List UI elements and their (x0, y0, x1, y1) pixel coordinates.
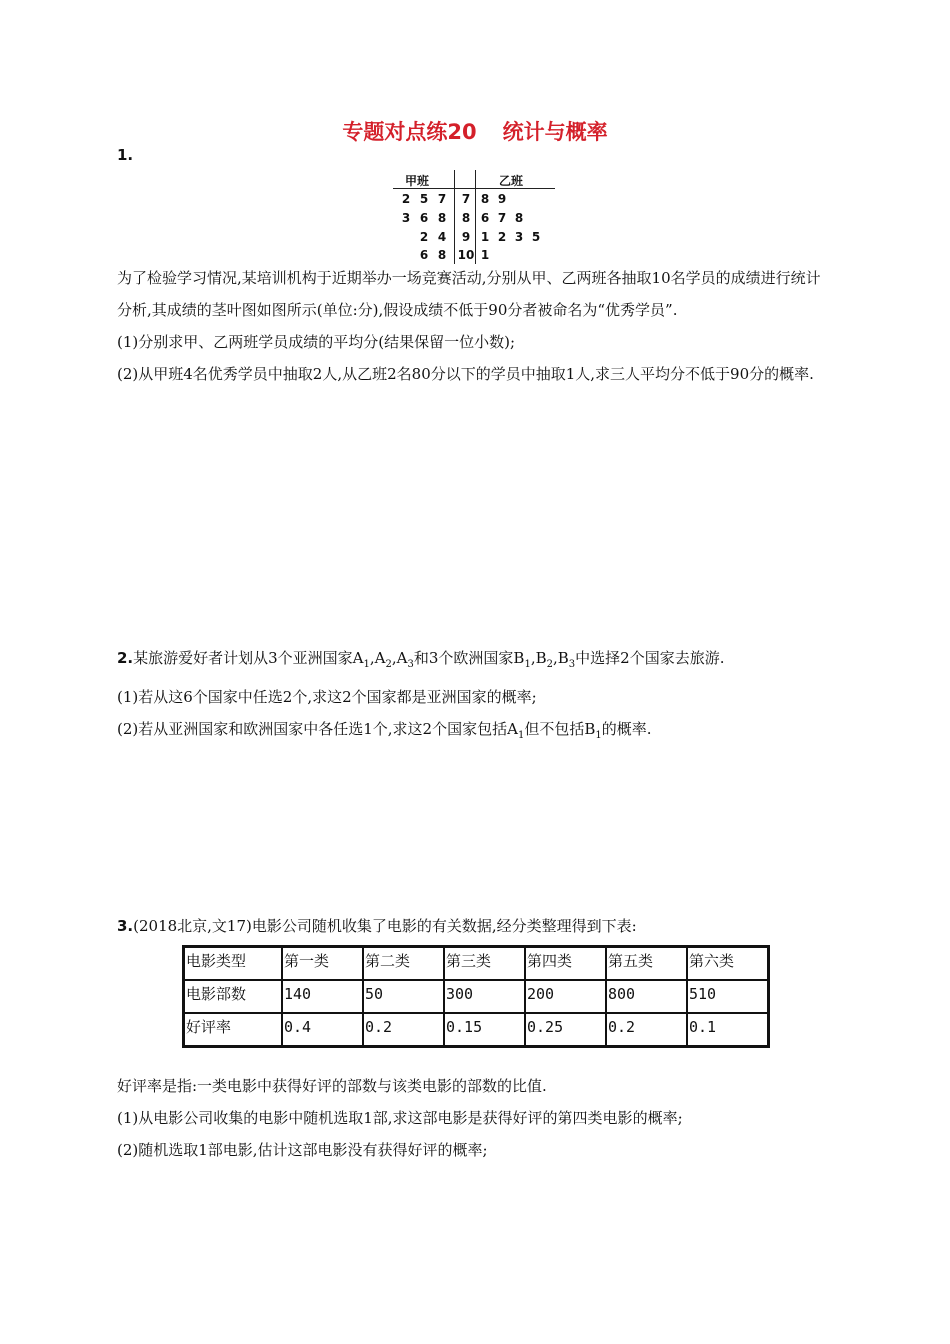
table-header-cell: 第四类 (525, 947, 606, 981)
stem-leaf-right-divider (475, 170, 476, 264)
question-1-part-1: (1)分别求甲、乙两班学员成绩的平均分(结果保留一位小数); (117, 333, 516, 351)
leaf-right: 3 (514, 230, 524, 244)
question-3-intro-line (117, 910, 833, 942)
question-1-part-2: (2)从甲班4名优秀学员中抽取2人,从乙班2名80分以下的学员中抽取1人,求三人平均分不低于90分的概率. (117, 365, 814, 383)
q2-intro-a: 某旅游爱好者计划从3个亚洲国家A (133, 649, 364, 667)
table-row (184, 1013, 769, 1047)
leaf-left: 8 (437, 248, 447, 262)
table-cell: 200 (525, 980, 606, 1013)
stem-value: 10 (457, 248, 475, 262)
question-2-part-2: (2)若从亚洲国家和欧洲国家中各任选1个,求这2个国家包括$A_1$但不包括$B_1$的概率. (117, 720, 652, 741)
leaf-left: 4 (437, 230, 447, 244)
question-1-intro: 为了检验学习情况,某培训机构于近期举办一场竞赛活动,分别从甲、乙两班各抽取10名学员的成绩进行统计分析,其成绩的茎叶图如图所示(单位:分),假设成绩不低于90分者被命名为“优秀学员”. (117, 269, 821, 319)
leaf-right: 7 (497, 211, 507, 225)
table-cell: 0.2 (363, 1013, 444, 1047)
q2-part2-a: (2)若从亚洲国家和欧洲国家中各任选1个,求这2个国家包括A (117, 720, 518, 738)
table-header-row (184, 947, 769, 981)
stem-value: 8 (461, 211, 471, 225)
leaf-right: 6 (480, 211, 490, 225)
title-main: 专题对点练20 (342, 120, 477, 144)
question-2-number: 2. (117, 649, 134, 667)
stem-leaf-plot (393, 170, 555, 264)
table-cell: 好评率 (184, 1013, 283, 1047)
table-cell: 0.1 (687, 1013, 769, 1047)
leaf-left: 8 (437, 211, 447, 225)
question-2-intro: 2.某旅游爱好者计划从3个亚洲国家$A_1,A_2,A_3$和3个欧洲国家$B_1,B_2,B_3$中选择2个国家去旅游. (117, 649, 725, 670)
table-cell: 0.15 (444, 1013, 525, 1047)
leaf-right: 5 (531, 230, 541, 244)
stem-value: 9 (461, 230, 471, 244)
leaf-right: 8 (480, 192, 490, 206)
leaf-right: 8 (514, 211, 524, 225)
table-header-cell: 电影类型 (184, 947, 283, 981)
q2-intro-b: 和3个欧洲国家B (413, 649, 525, 667)
table-cell: 50 (363, 980, 444, 1013)
table-header-cell: 第一类 (282, 947, 363, 981)
leaf-left: 6 (419, 211, 429, 225)
leaf-left: 3 (401, 211, 411, 225)
question-3-note: 好评率是指:一类电影中获得好评的部数与该类电影的部数的比值. (117, 1077, 547, 1095)
leaf-right: 1 (480, 248, 490, 262)
table-header-cell: 第二类 (363, 947, 444, 981)
title-sub: 统计与概率 (502, 120, 608, 144)
table-cell: 300 (444, 980, 525, 1013)
question-3-intro: (2018北京,文17)电影公司随机收集了电影的有关数据,经分类整理得到下表: (133, 917, 637, 935)
question-3-number: 3. (117, 917, 134, 935)
table-cell: 800 (606, 980, 687, 1013)
table-cell: 电影部数 (184, 980, 283, 1013)
table-cell: 140 (282, 980, 363, 1013)
stem-leaf-right-header: 乙班 (499, 174, 524, 188)
table-row (184, 980, 769, 1013)
stem-leaf-left-divider (454, 170, 455, 264)
table-header-cell: 第五类 (606, 947, 687, 981)
table-header-cell: 第六类 (687, 947, 769, 981)
leaf-left: 2 (401, 192, 411, 206)
movie-data-table (182, 945, 770, 1048)
leaf-right: 1 (480, 230, 490, 244)
question-2-text (117, 642, 833, 752)
table-header-cell: 第三类 (444, 947, 525, 981)
stem-leaf-left-header: 甲班 (405, 174, 430, 188)
leaf-right: 9 (497, 192, 507, 206)
question-3-part-2: (2)随机选取1部电影,估计这部电影没有获得好评的概率; (117, 1141, 488, 1159)
table-cell: 510 (687, 980, 769, 1013)
question-3-part-1: (1)从电影公司收集的电影中随机选取1部,求这部电影是获得好评的第四类电影的概率; (117, 1109, 683, 1127)
leaf-left: 7 (437, 192, 447, 206)
table-cell: 0.2 (606, 1013, 687, 1047)
stem-value: 7 (461, 192, 471, 206)
q2-part2-b: 但不包括B (524, 720, 596, 738)
question-1-text (117, 262, 833, 390)
leaf-left: 2 (419, 230, 429, 244)
leaf-right: 2 (497, 230, 507, 244)
q2-part2-c: 的概率. (601, 720, 652, 738)
question-3-text (117, 1070, 833, 1166)
q2-intro-c: 中选择2个国家去旅游. (575, 649, 725, 667)
stem-leaf-header-rule (393, 188, 555, 189)
table-cell: 0.25 (525, 1013, 606, 1047)
question-2-part-1: (1)若从这6个国家中任选2个,求这2个国家都是亚洲国家的概率; (117, 688, 537, 706)
page-title (0, 116, 950, 146)
leaf-left: 6 (419, 248, 429, 262)
leaf-left: 5 (419, 192, 429, 206)
table-cell: 0.4 (282, 1013, 363, 1047)
question-1-number: 1. (117, 146, 134, 164)
